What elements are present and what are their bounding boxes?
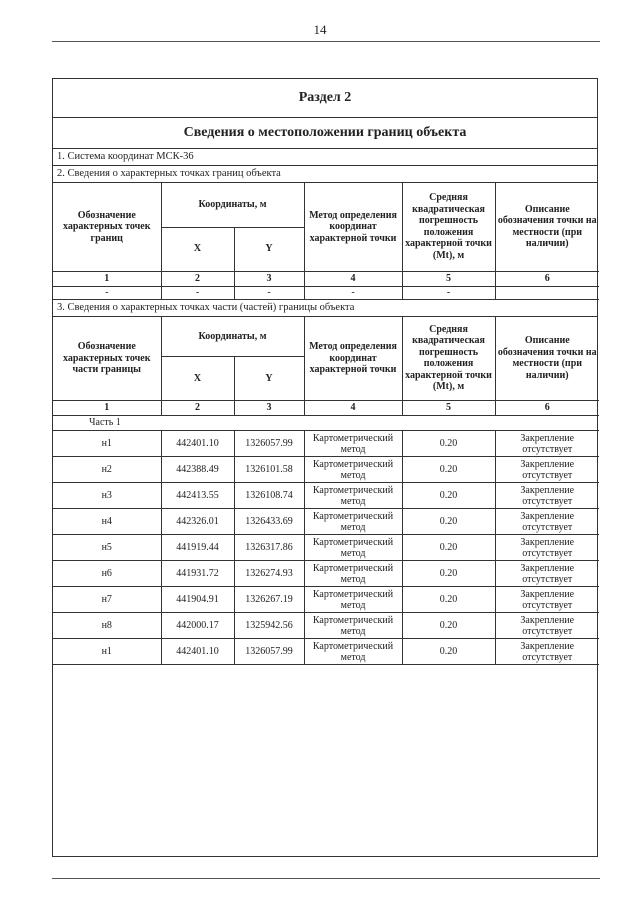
point-x: 442401.10 <box>161 639 234 665</box>
point-error: 0.20 <box>402 587 495 613</box>
t2-colnum: 2 <box>161 401 234 416</box>
point-x: 442326.01 <box>161 509 234 535</box>
point-method: Картометрический метод <box>304 431 402 457</box>
t1-header-x: X <box>161 227 234 271</box>
t1-colnum: 4 <box>304 271 402 286</box>
point-method: Картометрический метод <box>304 561 402 587</box>
point-error: 0.20 <box>402 535 495 561</box>
point-method: Картометрический метод <box>304 613 402 639</box>
t1-header-error: Средняя квадратическая погрешность положения характерной точки (Mt), м <box>402 183 495 271</box>
t1-empty-cell: - <box>53 286 161 299</box>
t1-colnum: 6 <box>495 271 599 286</box>
point-y: 1326274.93 <box>234 561 304 587</box>
point-error: 0.20 <box>402 457 495 483</box>
section-subtitle: Сведения о местоположении границ объекта <box>53 118 597 149</box>
table-row <box>53 587 599 613</box>
point-y: 1326057.99 <box>234 431 304 457</box>
t1-empty-cell: - <box>161 286 234 299</box>
point-error: 0.20 <box>402 561 495 587</box>
point-y: 1325942.56 <box>234 613 304 639</box>
point-description: Закрепление отсутствует <box>495 613 599 639</box>
t2-colnum: 1 <box>53 401 161 416</box>
t1-header-coords: Координаты, м <box>161 183 304 227</box>
table-row <box>53 535 599 561</box>
point-y: 1326267.19 <box>234 587 304 613</box>
table-row <box>53 457 599 483</box>
point-y: 1326433.69 <box>234 509 304 535</box>
point-method: Картометрический метод <box>304 483 402 509</box>
t2-colnum: 6 <box>495 401 599 416</box>
point-x: 442388.49 <box>161 457 234 483</box>
point-x: 442000.17 <box>161 613 234 639</box>
t1-empty-cell <box>495 286 599 299</box>
point-description: Закрепление отсутствует <box>495 509 599 535</box>
point-y: 1326057.99 <box>234 639 304 665</box>
t2-header-point: Обозначение характерных точек части границы <box>53 317 161 401</box>
t1-colnum: 5 <box>402 271 495 286</box>
point-method: Картометрический метод <box>304 509 402 535</box>
t1-header-y: Y <box>234 227 304 271</box>
point-x: 442401.10 <box>161 431 234 457</box>
point-x: 441931.72 <box>161 561 234 587</box>
point-name: н3 <box>53 483 161 509</box>
page-number: 14 <box>313 22 327 37</box>
point-y: 1326317.86 <box>234 535 304 561</box>
point-description: Закрепление отсутствует <box>495 457 599 483</box>
point-y: 1326108.74 <box>234 483 304 509</box>
table-row <box>53 639 599 665</box>
part-label-filler <box>234 416 599 431</box>
t2-colnum: 4 <box>304 401 402 416</box>
t2-header-y: Y <box>234 357 304 401</box>
bottom-rule <box>52 878 600 879</box>
point-method: Картометрический метод <box>304 535 402 561</box>
t1-empty-cell: - <box>234 286 304 299</box>
point-x: 441919.44 <box>161 535 234 561</box>
point-error: 0.20 <box>402 639 495 665</box>
point-name: н1 <box>53 431 161 457</box>
t1-header-method: Метод определения координат характерной точки <box>304 183 402 271</box>
part-points-table <box>53 317 599 666</box>
point-name: н2 <box>53 457 161 483</box>
point-y: 1326101.58 <box>234 457 304 483</box>
point-name: н7 <box>53 587 161 613</box>
boundary-points-table <box>53 183 599 300</box>
t2-colnum: 3 <box>234 401 304 416</box>
t1-colnum: 1 <box>53 271 161 286</box>
t2-colnum: 5 <box>402 401 495 416</box>
point-rows <box>53 431 599 665</box>
section-frame <box>52 78 598 857</box>
table-row <box>53 613 599 639</box>
t1-colnum: 2 <box>161 271 234 286</box>
t2-header-error: Средняя квадратическая погрешность положения характерной точки (Mt), м <box>402 317 495 401</box>
coord-system-line: 1. Система координат МСК-36 <box>53 149 597 166</box>
t2-header-method: Метод определения координат характерной точки <box>304 317 402 401</box>
point-description: Закрепление отсутствует <box>495 431 599 457</box>
point-x: 441904.91 <box>161 587 234 613</box>
t2-header-coords: Координаты, м <box>161 317 304 357</box>
t2-header-x: X <box>161 357 234 401</box>
t2-header-description: Описание обозначения точки на местности (при наличии) <box>495 317 599 401</box>
part-label: Часть 1 <box>53 416 234 431</box>
point-description: Закрепление отсутствует <box>495 535 599 561</box>
table-row <box>53 483 599 509</box>
t1-header-description: Описание обозначения точки на местности (при наличии) <box>495 183 599 271</box>
point-method: Картометрический метод <box>304 457 402 483</box>
t1-empty-cell: - <box>402 286 495 299</box>
point-method: Картометрический метод <box>304 639 402 665</box>
t1-colnum: 3 <box>234 271 304 286</box>
point-error: 0.20 <box>402 613 495 639</box>
point-name: н1 <box>53 639 161 665</box>
point-description: Закрепление отсутствует <box>495 587 599 613</box>
point-error: 0.20 <box>402 431 495 457</box>
t1-empty-cell: - <box>304 286 402 299</box>
point-x: 442413.55 <box>161 483 234 509</box>
point-name: н5 <box>53 535 161 561</box>
boundary-points-line: 2. Сведения о характерных точках границ объекта <box>53 166 597 183</box>
point-description: Закрепление отсутствует <box>495 561 599 587</box>
section-title: Раздел 2 <box>53 79 597 118</box>
table-row <box>53 431 599 457</box>
point-name: н4 <box>53 509 161 535</box>
table-row <box>53 561 599 587</box>
part-points-line: 3. Сведения о характерных точках части (частей) границы объекта <box>53 300 597 317</box>
point-error: 0.20 <box>402 509 495 535</box>
table-row <box>53 509 599 535</box>
point-method: Картометрический метод <box>304 587 402 613</box>
t1-header-point: Обозначение характерных точек границ <box>53 183 161 271</box>
point-description: Закрепление отсутствует <box>495 483 599 509</box>
point-error: 0.20 <box>402 483 495 509</box>
point-description: Закрепление отсутствует <box>495 639 599 665</box>
point-name: н8 <box>53 613 161 639</box>
top-rule <box>52 41 600 42</box>
point-name: н6 <box>53 561 161 587</box>
